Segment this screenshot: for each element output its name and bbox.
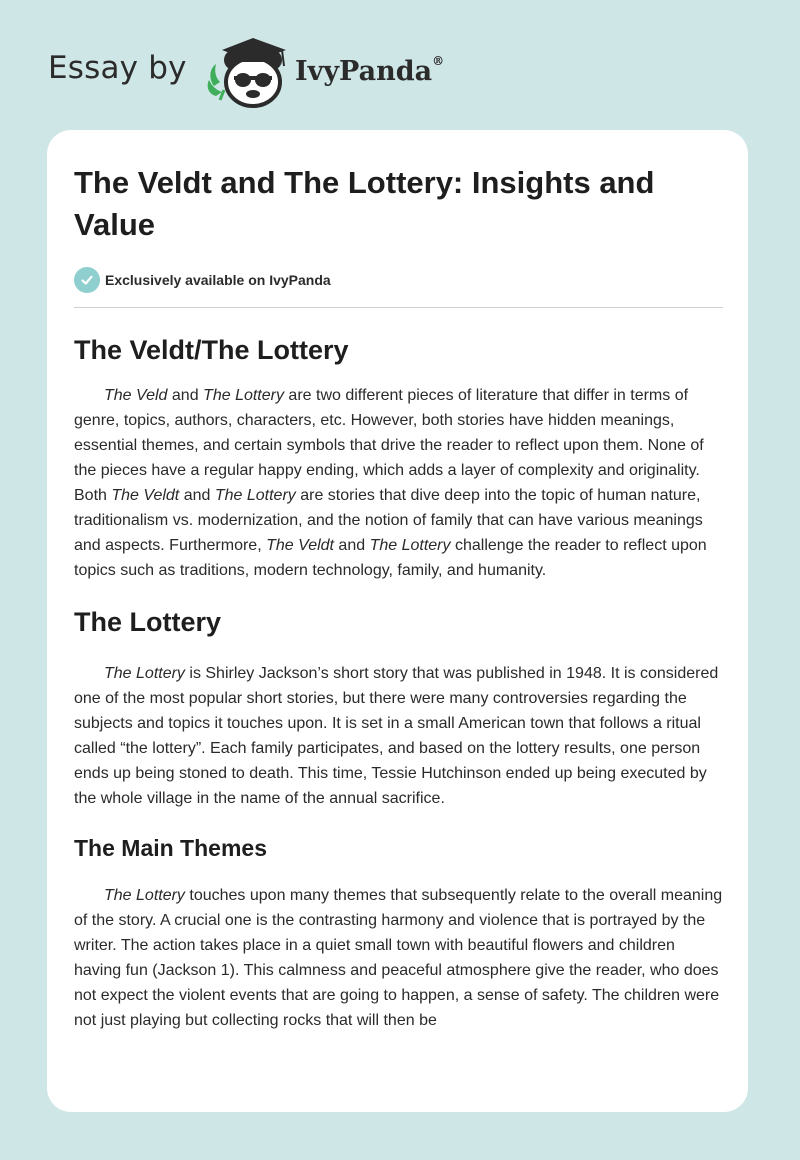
paragraph-themes: The Lottery touches upon many themes that subsequently relate to the overall meaning of the story. A crucial one is the contrasting harmony and violence that is portrayed by the writer. The action takes place in a quiet small town with beautiful flowers and children having fun (Jackson 1). This calmness and peaceful atmosphere give the reader, who does not expect the violent events that are going to happen, a sense of safety. The children were not just playing but collecting rocks that will then be (74, 887, 723, 1029)
divider (74, 307, 723, 308)
section-heading-main-themes: The Main Themes (74, 835, 267, 861)
paragraph-intro: The Veld and The Lottery are two different pieces of literature that differ in terms of genre, topics, authors, characters, etc. However, both stories have hidden meanings, essential themes, and certain symbols that drive the reader to reflect upon them. None of the pieces have a regular happy ending, which adds a layer of complexity and originality. Both The Veldt and The Lottery are stories that dive deep into the topic of human nature, traditionalism vs. modernization, and the notion of family that can have various meanings and aspects. Furthermore, The Veldt and The Lottery challenge the reader to reflect upon topics such as traditions, modern technology, family, and humanity. (74, 387, 707, 579)
essay-card (47, 130, 748, 1112)
page-title: The Veldt and The Lottery: Insights and Value (74, 165, 655, 242)
brand-name: IvyPanda® (295, 54, 445, 87)
exclusive-label: Exclusively available on IvyPanda (105, 272, 331, 288)
section-heading-lottery: The Lottery (74, 607, 222, 637)
brand-header[interactable] (48, 30, 508, 110)
essay-content (74, 162, 723, 1033)
paragraph-lottery: The Lottery is Shirley Jackson’s short story that was published in 1948. It is considered one of the most popular short stories, but there were many controversies regarding the subjects and topics it touches upon. It is set in a small American town that follows a ritual called “the lottery”. Each family participates, and based on the lottery results, one person ends up being stoned to death. This time, Tessie Hutchinson ended up being executed by the whole village in the name of the annual sacrifice. (74, 665, 719, 807)
registered-mark: ® (432, 54, 445, 68)
section-heading-veldt-lottery: The Veldt/The Lottery (74, 335, 349, 365)
panda-graduate-logo (200, 34, 290, 112)
exclusive-badge (74, 266, 723, 294)
check-icon (74, 267, 100, 293)
brand-prefix: Essay by (48, 50, 187, 86)
